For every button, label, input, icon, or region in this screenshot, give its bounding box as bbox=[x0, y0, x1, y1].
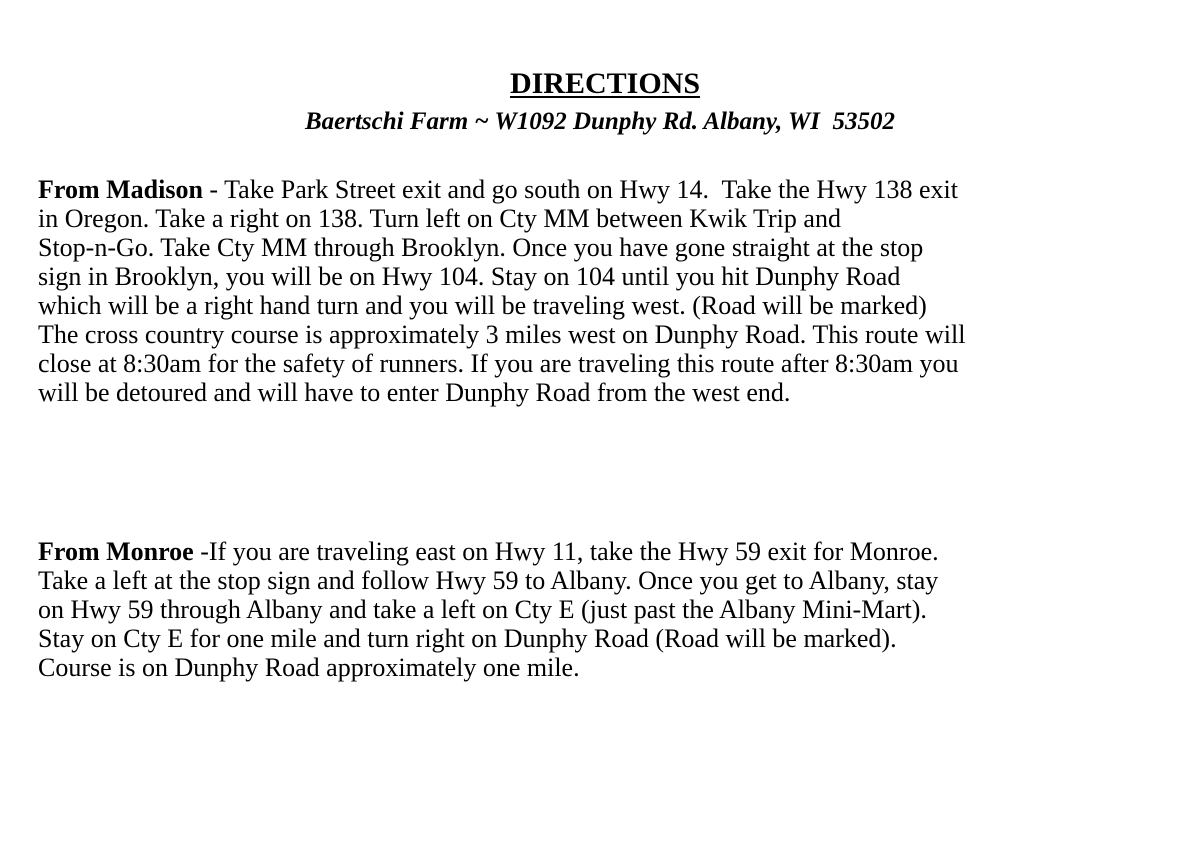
paragraph-line: The cross country course is approximately 3 miles west on Dunphy Road. This route will bbox=[38, 320, 966, 349]
section-text: -If you are traveling east on Hwy 11, take the Hwy 59 exit for Monroe. bbox=[193, 537, 939, 566]
paragraph-line bbox=[38, 175, 1188, 204]
section-heading: From Monroe bbox=[38, 537, 194, 566]
paragraph-line bbox=[38, 537, 1188, 566]
directions-from-madison bbox=[38, 175, 1188, 407]
paragraph-line: will be detoured and will have to enter Dunphy Road from the west end. bbox=[38, 378, 791, 407]
paragraph-line: Stop-n-Go. Take Cty MM through Brooklyn. Once you have gone straight at the stop bbox=[38, 233, 924, 262]
page-title: DIRECTIONS bbox=[509, 67, 701, 100]
page-subtitle: Baertschi Farm ~ W1092 Dunphy Rd. Albany, WI 53502 bbox=[304, 108, 896, 135]
section-heading: From Madison bbox=[38, 175, 203, 204]
paragraph-line: which will be a right hand turn and you will be traveling west. (Road will be marked) bbox=[38, 291, 927, 320]
paragraph-line: Stay on Cty E for one mile and turn right on Dunphy Road (Road will be marked). bbox=[38, 624, 897, 653]
directions-from-monroe bbox=[38, 537, 1188, 682]
paragraph-line: close at 8:30am for the safety of runners. If you are traveling this route after 8:30am you bbox=[38, 349, 959, 378]
paragraph-line: Take a left at the stop sign and follow Hwy 59 to Albany. Once you get to Albany, stay bbox=[38, 566, 939, 595]
section-text: - Take Park Street exit and go south on Hwy 14. Take the Hwy 138 exit bbox=[202, 175, 958, 204]
paragraph-line: sign in Brooklyn, you will be on Hwy 104. Stay on 104 until you hit Dunphy Road bbox=[38, 262, 901, 291]
paragraph-line: in Oregon. Take a right on 138. Turn left on Cty MM between Kwik Trip and bbox=[38, 204, 841, 233]
paragraph-line: on Hwy 59 through Albany and take a left on Cty E (just past the Albany Mini-Mart). bbox=[38, 595, 927, 624]
paragraph-line: Course is on Dunphy Road approximately one mile. bbox=[38, 653, 580, 682]
